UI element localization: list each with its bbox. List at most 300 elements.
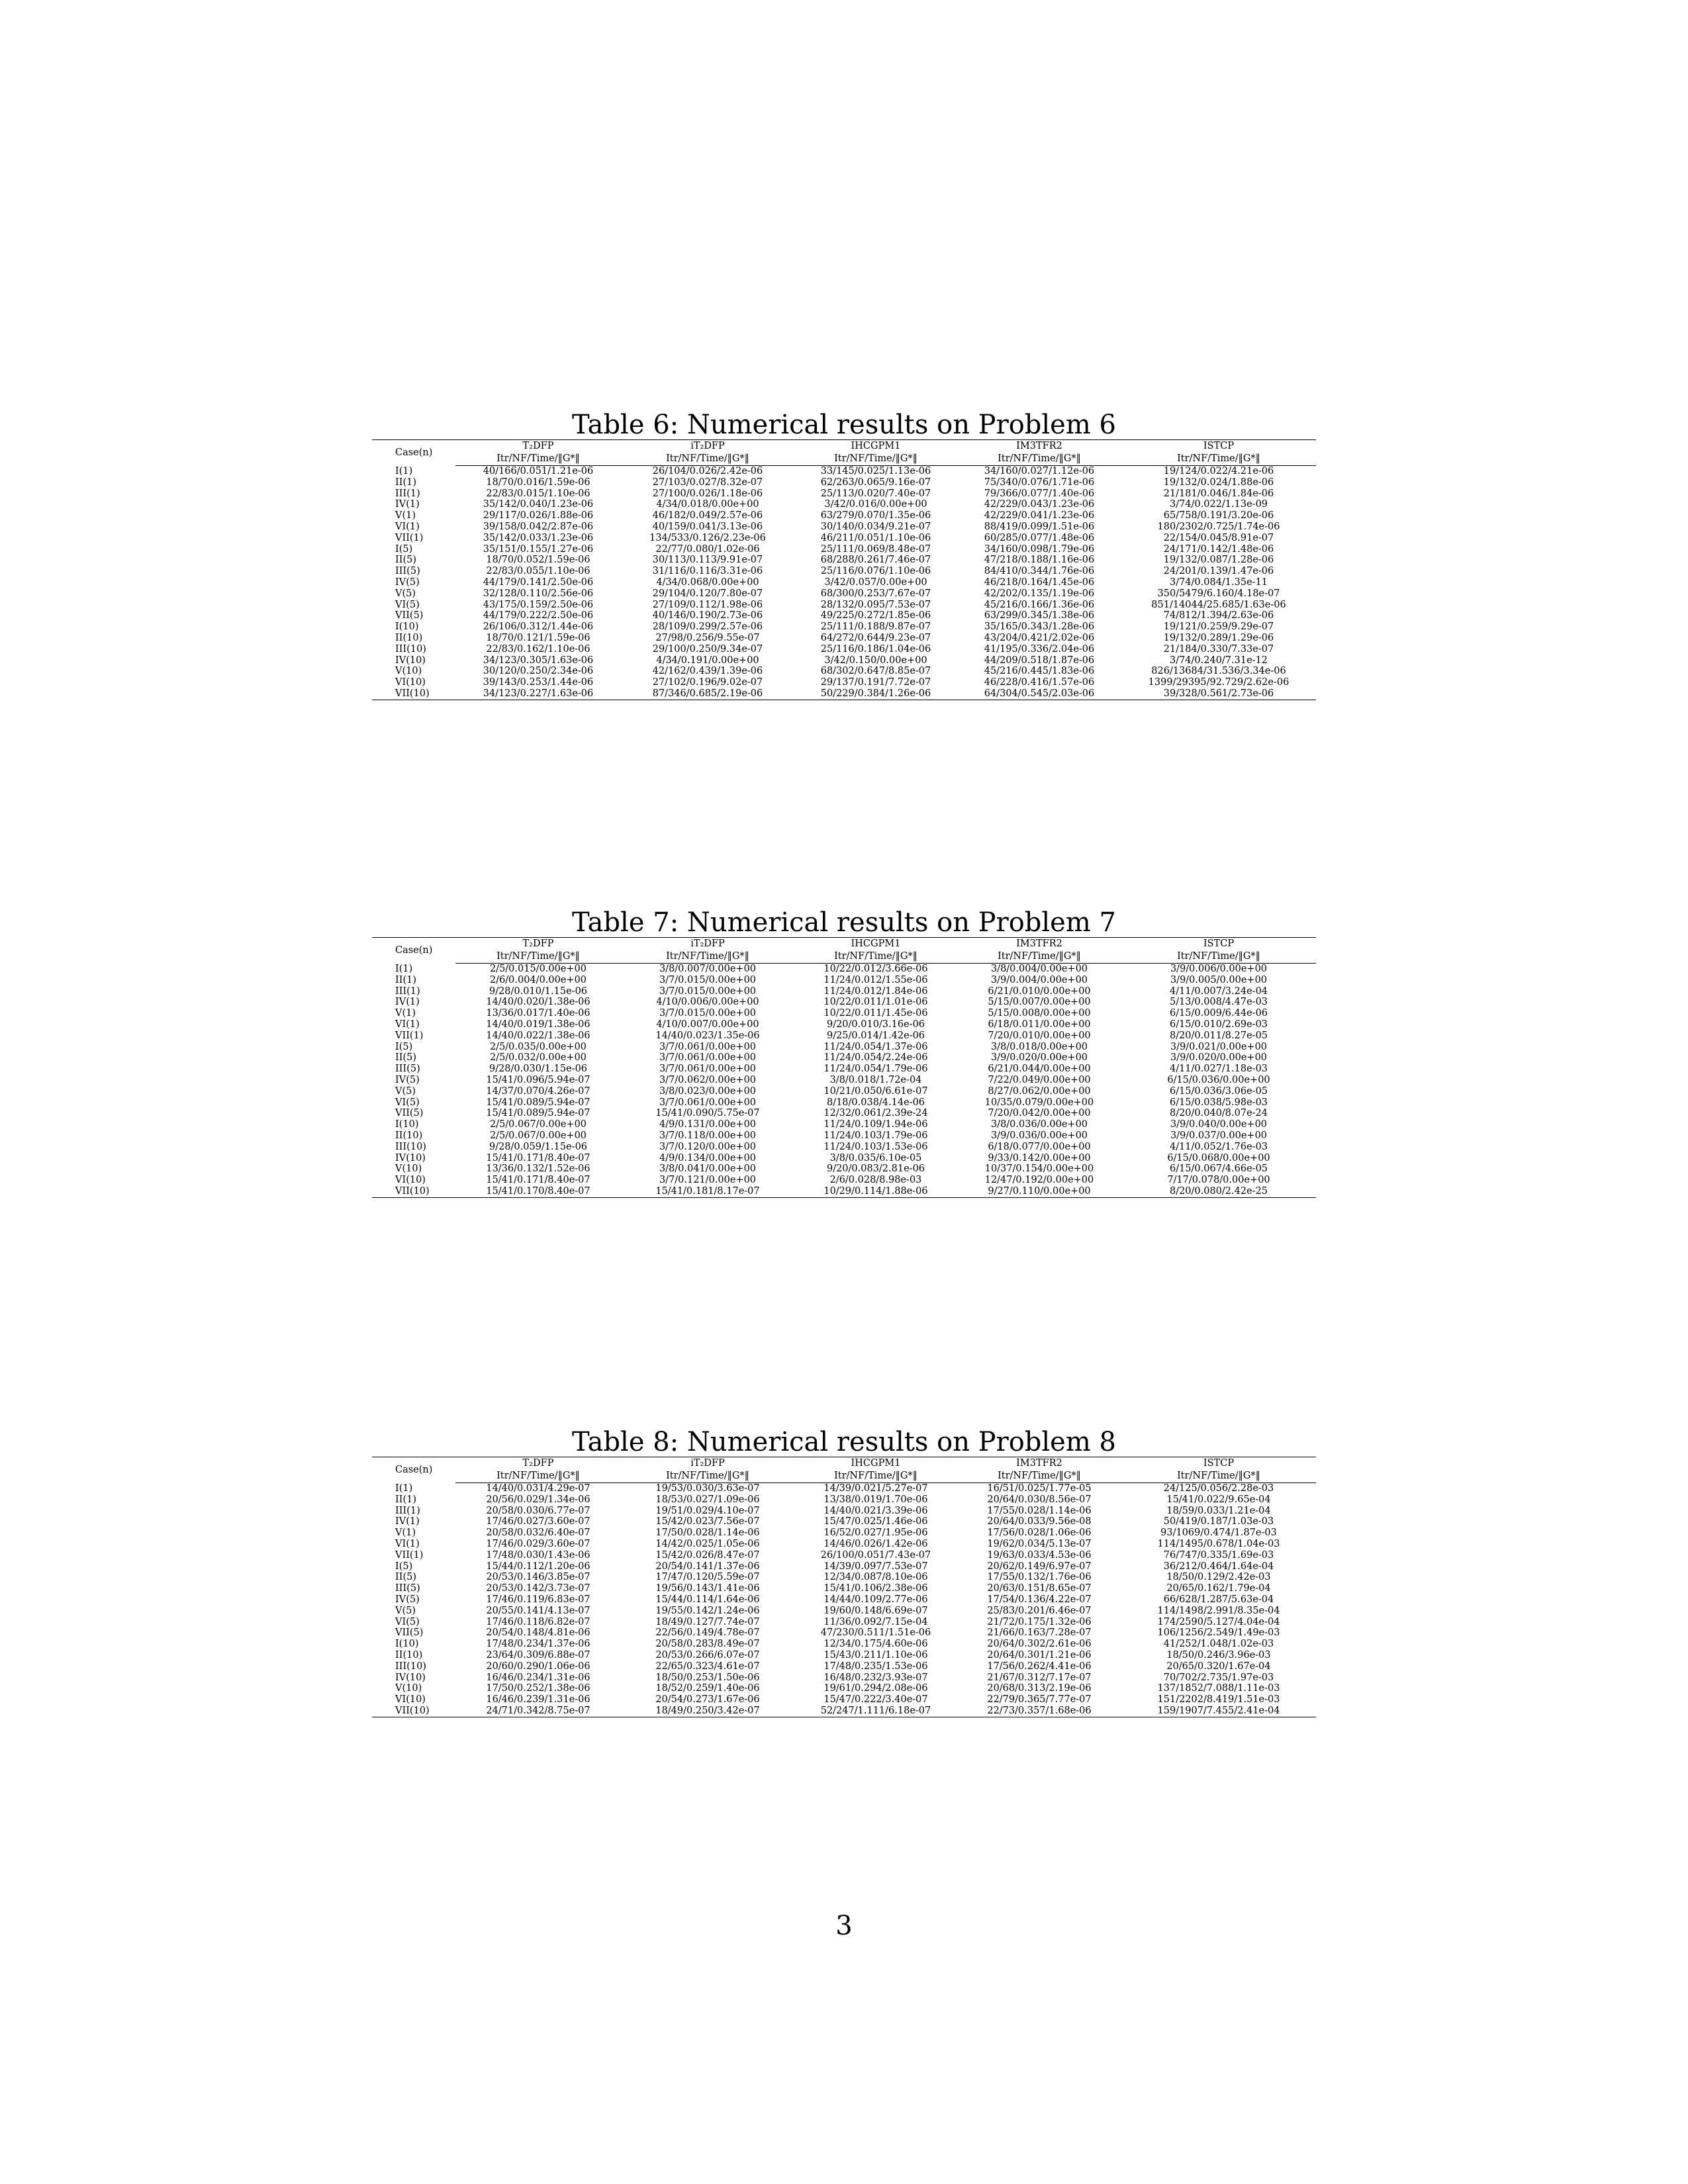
result-cell: 159/1907/7.455/2.41e-04 (1157, 1705, 1280, 1716)
result-cell: 2/6/0.028/8.98e-03 (829, 1175, 922, 1186)
table-row (372, 1527, 1316, 1539)
case-cell: I(10) (395, 1119, 419, 1130)
result-cell: 35/151/0.155/1.27e-06 (483, 543, 594, 555)
result-cell: 14/40/0.020/1.38e-06 (486, 997, 590, 1008)
result-cell: 6/18/0.077/0.00e+00 (988, 1141, 1091, 1152)
metric-subheader: Itr/NF/Time/‖G*‖ (455, 1470, 621, 1483)
table-row (372, 555, 1316, 566)
result-cell: 16/48/0.232/3.93e-07 (823, 1672, 928, 1683)
result-cell: 3/8/0.007/0.00e+00 (659, 964, 757, 974)
case-cell: II(5) (395, 1572, 416, 1583)
result-cell: 16/51/0.025/1.77e-05 (987, 1483, 1092, 1494)
result-cell: 3/9/0.020/0.00e+00 (990, 1052, 1088, 1064)
result-cell: 25/113/0.020/7.40e-07 (820, 488, 931, 499)
result-cell: 30/113/0.113/9.91e-07 (652, 555, 763, 566)
result-cell: 25/111/0.188/9.87e-07 (820, 621, 931, 633)
result-cell: 2/6/0.004/0.00e+00 (489, 974, 587, 985)
result-cell: 21/181/0.046/1.84e-06 (1163, 488, 1274, 499)
result-cell: 3/74/0.084/1.35e-11 (1169, 576, 1268, 588)
case-cell: I(5) (395, 543, 413, 555)
result-cell: 50/229/0.384/1.26e-06 (820, 688, 931, 699)
result-cell: 2/5/0.032/0.00e+00 (489, 1052, 587, 1064)
table-row (372, 577, 1316, 588)
result-cell: 3/9/0.036/0.00e+00 (990, 1130, 1088, 1141)
result-cell: 20/64/0.302/2.61e-06 (987, 1639, 1092, 1650)
result-cell: 41/195/0.336/2.04e-06 (984, 643, 1095, 655)
result-cell: 17/46/0.118/6.82e-07 (486, 1616, 590, 1627)
table-row (372, 1175, 1316, 1186)
result-cell: 24/201/0.139/1.47e-06 (1163, 566, 1274, 577)
result-cell: 15/42/0.026/8.47e-07 (655, 1549, 760, 1561)
result-cell: 19/55/0.142/1.24e-06 (655, 1605, 760, 1616)
case-header: Case(n) (395, 1464, 433, 1475)
result-cell: 84/410/0.344/1.76e-06 (984, 566, 1095, 577)
table-row (372, 488, 1316, 500)
result-cell: 20/58/0.283/8.49e-07 (655, 1639, 760, 1650)
result-cell: 13/36/0.132/1.52e-06 (486, 1163, 590, 1175)
result-cell: 21/66/0.163/7.28e-07 (987, 1627, 1092, 1639)
result-cell: 7/17/0.078/0.00e+00 (1167, 1175, 1270, 1186)
result-cell: 35/165/0.343/1.28e-06 (984, 621, 1095, 633)
result-cell: 9/20/0.083/2.81e-06 (826, 1163, 925, 1175)
result-cell: 17/54/0.136/4.22e-07 (987, 1594, 1092, 1605)
result-cell: 17/46/0.029/3.60e-07 (486, 1538, 590, 1549)
table-row (372, 1130, 1316, 1142)
result-cell: 64/272/0.644/9.23e-07 (820, 632, 931, 643)
table-row (372, 1627, 1316, 1639)
table-row (372, 1494, 1316, 1506)
result-cell: 350/5479/6.160/4.18e-07 (1157, 588, 1280, 599)
result-cell: 27/102/0.196/9.02e-07 (652, 677, 763, 688)
result-cell: 2/5/0.015/0.00e+00 (489, 964, 587, 974)
case-cell: II(1) (395, 1494, 416, 1505)
table-row (372, 1617, 1316, 1628)
result-cell: 3/74/0.240/7.31e-12 (1169, 655, 1268, 666)
case-cell: V(1) (395, 510, 416, 522)
result-cell: 68/288/0.261/7.46e-07 (820, 555, 931, 566)
table-row (372, 1186, 1316, 1197)
result-cell: 22/154/0.045/8.91e-07 (1163, 532, 1274, 543)
table-row (372, 1672, 1316, 1684)
result-cell: 174/2590/5.127/4.04e-04 (1157, 1616, 1280, 1627)
case-cell: III(1) (395, 1505, 420, 1516)
result-cell: 3/7/0.061/0.00e+00 (659, 1097, 757, 1108)
result-cell: 3/42/0.016/0.00e+00 (824, 499, 927, 510)
metric-subheader: Itr/NF/Time/‖G*‖ (455, 453, 621, 466)
result-cell: 20/54/0.273/1.67e-06 (655, 1694, 760, 1706)
table-row (372, 1606, 1316, 1617)
results-table (372, 937, 1316, 1198)
method-header: ISTCP (1203, 938, 1235, 949)
result-cell: 15/47/0.025/1.46e-06 (823, 1516, 928, 1527)
result-cell: 22/73/0.357/1.68e-06 (987, 1705, 1092, 1716)
table-row (372, 1550, 1316, 1561)
table-body (372, 1483, 1316, 1717)
result-cell: 10/35/0.079/0.00e+00 (984, 1097, 1094, 1108)
result-cell: 20/55/0.141/4.13e-07 (486, 1605, 590, 1616)
result-cell: 14/37/0.070/4.26e-07 (486, 1085, 590, 1097)
table-row (372, 666, 1316, 677)
table-row (372, 600, 1316, 611)
case-cell: VI(5) (395, 599, 420, 610)
table-row (372, 1008, 1316, 1019)
table-row (372, 1594, 1316, 1606)
result-cell: 46/211/0.051/1.10e-06 (820, 532, 931, 543)
table-row (372, 1075, 1316, 1086)
result-cell: 114/1498/2.991/8.35e-04 (1157, 1605, 1280, 1616)
result-cell: 3/8/0.041/0.00e+00 (659, 1163, 757, 1175)
case-cell: II(10) (395, 1130, 423, 1141)
metric-subheader: Itr/NF/Time/‖G*‖ (621, 1470, 794, 1483)
result-cell: 4/10/0.007/0.00e+00 (656, 1019, 759, 1030)
result-cell: 3/7/0.061/0.00e+00 (659, 1064, 757, 1075)
result-cell: 19/56/0.143/1.41e-06 (655, 1583, 760, 1594)
result-cell: 68/300/0.253/7.67e-07 (820, 588, 931, 599)
result-cell: 3/8/0.036/0.00e+00 (990, 1119, 1088, 1130)
metric-subheader: Itr/NF/Time/‖G*‖ (794, 453, 957, 466)
result-cell: 43/175/0.159/2.50e-06 (483, 599, 594, 610)
results-table (372, 1457, 1316, 1717)
result-cell: 20/53/0.142/3.73e-07 (486, 1583, 590, 1594)
result-cell: 11/24/0.012/1.55e-06 (823, 974, 928, 985)
metric-subheader: Itr/NF/Time/‖G*‖ (957, 453, 1121, 466)
table-row (372, 1661, 1316, 1672)
result-cell: 20/58/0.032/6.40e-07 (486, 1527, 590, 1539)
result-cell: 68/302/0.647/8.85e-07 (820, 666, 931, 677)
result-cell: 43/204/0.421/2.02e-06 (984, 632, 1095, 643)
page-number: 3 (835, 1911, 853, 1941)
result-cell: 3/74/0.022/1.13e-09 (1169, 499, 1268, 510)
result-cell: 20/62/0.149/6.97e-07 (987, 1561, 1092, 1572)
result-cell: 13/36/0.017/1.40e-06 (486, 1008, 590, 1019)
result-cell: 19/61/0.294/2.08e-06 (823, 1683, 928, 1694)
case-cell: I(10) (395, 1639, 419, 1650)
result-cell: 137/1852/7.088/1.11e-03 (1157, 1683, 1280, 1694)
result-cell: 41/252/1.048/1.02e-03 (1163, 1639, 1274, 1650)
result-cell: 6/18/0.011/0.00e+00 (988, 1019, 1091, 1030)
table-row (372, 997, 1316, 1008)
result-cell: 28/109/0.299/2.57e-06 (652, 621, 763, 633)
table-row (372, 610, 1316, 621)
case-header: Case(n) (395, 944, 433, 956)
result-cell: 65/758/0.191/3.20e-06 (1163, 510, 1274, 522)
case-cell: VII(10) (395, 1185, 430, 1197)
result-cell: 17/48/0.235/1.53e-06 (823, 1661, 928, 1672)
table-row (372, 544, 1316, 555)
result-cell: 42/202/0.135/1.19e-06 (984, 588, 1095, 599)
result-cell: 15/41/0.022/9.65e-04 (1166, 1494, 1271, 1505)
case-cell: V(1) (395, 1527, 416, 1539)
result-cell: 34/160/0.027/1.12e-06 (984, 466, 1095, 477)
case-cell: III(5) (395, 566, 420, 577)
case-cell: V(5) (395, 1085, 416, 1097)
case-cell: VII(1) (395, 1549, 424, 1561)
result-cell: 4/11/0.007/3.24e-04 (1169, 985, 1268, 997)
result-cell: 3/9/0.020/0.00e+00 (1170, 1052, 1268, 1064)
result-cell: 6/21/0.010/0.00e+00 (988, 985, 1091, 997)
result-cell: 8/20/0.040/8.07e-24 (1169, 1108, 1268, 1119)
result-cell: 6/15/0.038/5.98e-03 (1169, 1097, 1268, 1108)
result-cell: 22/77/0.080/1.02e-06 (655, 543, 760, 555)
case-cell: II(10) (395, 1649, 423, 1661)
case-cell: IV(5) (395, 576, 420, 588)
case-cell: VI(5) (395, 1616, 420, 1627)
result-cell: 6/15/0.067/4.66e-05 (1169, 1163, 1268, 1175)
result-cell: 10/22/0.011/1.45e-06 (823, 1008, 928, 1019)
case-cell: II(10) (395, 632, 423, 643)
result-cell: 44/209/0.518/1.87e-06 (984, 655, 1095, 666)
method-header: iT₂DFP (690, 1458, 725, 1469)
result-cell: 17/55/0.132/1.76e-06 (987, 1572, 1092, 1583)
result-cell: 3/7/0.061/0.00e+00 (659, 1041, 757, 1052)
result-cell: 3/9/0.006/0.00e+00 (1170, 964, 1268, 974)
table-caption: Table 8: Numerical results on Problem 8 (572, 1427, 1116, 1457)
result-cell: 10/29/0.114/1.88e-06 (823, 1185, 928, 1197)
result-cell: 3/7/0.121/0.00e+00 (659, 1175, 757, 1186)
result-cell: 17/55/0.028/1.14e-06 (987, 1505, 1092, 1516)
result-cell: 20/56/0.029/1.34e-06 (486, 1494, 590, 1505)
result-cell: 74/812/1.394/2.63e-06 (1163, 610, 1274, 621)
result-cell: 18/53/0.027/1.09e-06 (655, 1494, 760, 1505)
result-cell: 17/56/0.262/4.41e-06 (987, 1661, 1092, 1672)
result-cell: 151/2202/8.419/1.51e-03 (1157, 1694, 1280, 1706)
table-row (372, 1042, 1316, 1053)
result-cell: 26/104/0.026/2.42e-06 (652, 466, 763, 477)
case-cell: III(5) (395, 1583, 420, 1594)
result-cell: 3/8/0.023/0.00e+00 (659, 1085, 757, 1097)
result-cell: 6/15/0.036/0.00e+00 (1167, 1074, 1270, 1085)
case-cell: III(10) (395, 1661, 426, 1672)
result-cell: 19/60/0.148/6.69e-07 (823, 1605, 928, 1616)
result-cell: 18/50/0.253/1.50e-06 (655, 1672, 760, 1683)
result-cell: 851/14044/25.685/1.63e-06 (1151, 599, 1286, 610)
result-cell: 14/39/0.097/7.53e-07 (823, 1561, 928, 1572)
result-cell: 19/124/0.022/4.21e-06 (1163, 466, 1274, 477)
result-cell: 14/44/0.109/2.77e-06 (823, 1594, 928, 1605)
result-cell: 6/15/0.068/0.00e+00 (1167, 1152, 1270, 1163)
result-cell: 20/58/0.030/6.77e-07 (486, 1505, 590, 1516)
result-cell: 64/304/0.545/2.03e-06 (984, 688, 1095, 699)
result-cell: 2/5/0.067/0.00e+00 (489, 1130, 587, 1141)
result-cell: 19/62/0.034/5.13e-07 (987, 1538, 1092, 1549)
result-cell: 11/24/0.054/2.24e-06 (823, 1052, 928, 1064)
table-row (372, 1706, 1316, 1717)
table-row (372, 1483, 1316, 1494)
table-row (372, 975, 1316, 986)
result-cell: 17/48/0.234/1.37e-06 (486, 1639, 590, 1650)
table-row (372, 633, 1316, 644)
result-cell: 7/20/0.042/0.00e+00 (988, 1108, 1091, 1119)
case-cell: VI(1) (395, 1538, 420, 1549)
result-cell: 9/33/0.142/0.00e+00 (988, 1152, 1091, 1163)
result-cell: 1399/29395/92.729/2.62e-06 (1148, 677, 1289, 688)
result-cell: 3/9/0.005/0.00e+00 (1170, 974, 1268, 985)
case-cell: IV(10) (395, 655, 426, 666)
result-cell: 23/64/0.309/6.88e-07 (486, 1649, 590, 1661)
method-header: T₂DFP (522, 1458, 554, 1469)
result-cell: 14/46/0.026/1.42e-06 (823, 1538, 928, 1549)
result-cell: 15/41/0.181/8.17e-07 (655, 1185, 760, 1197)
result-cell: 8/18/0.038/4.14e-06 (826, 1097, 925, 1108)
result-cell: 7/22/0.049/0.00e+00 (988, 1074, 1091, 1085)
table-row (372, 1153, 1316, 1164)
result-cell: 29/137/0.191/7.72e-07 (820, 677, 931, 688)
case-cell: VII(1) (395, 1030, 424, 1041)
case-cell: VI(5) (395, 1097, 420, 1108)
result-cell: 26/100/0.051/7.43e-07 (820, 1549, 931, 1561)
result-cell: 17/50/0.252/1.38e-06 (486, 1683, 590, 1694)
result-cell: 4/34/0.018/0.00e+00 (656, 499, 759, 510)
result-cell: 34/160/0.098/1.79e-06 (984, 543, 1095, 555)
result-cell: 6/15/0.009/6.44e-06 (1169, 1008, 1268, 1019)
table-row (372, 644, 1316, 655)
table-row (372, 1639, 1316, 1650)
result-cell: 25/111/0.069/8.48e-07 (820, 543, 931, 555)
result-cell: 30/120/0.250/2.34e-06 (483, 666, 594, 677)
result-cell: 19/132/0.024/1.88e-06 (1163, 477, 1274, 488)
result-cell: 3/7/0.120/0.00e+00 (659, 1141, 757, 1152)
result-cell: 18/52/0.259/1.40e-06 (655, 1683, 760, 1694)
metric-subheader: Itr/NF/Time/‖G*‖ (1121, 1470, 1316, 1483)
method-header: ISTCP (1203, 1458, 1235, 1469)
result-cell: 9/28/0.010/1.15e-06 (489, 985, 588, 997)
result-cell: 9/28/0.030/1.15e-06 (489, 1064, 588, 1075)
case-cell: VII(10) (395, 1705, 430, 1716)
result-cell: 44/179/0.141/2.50e-06 (483, 576, 594, 588)
result-cell: 180/2302/0.725/1.74e-06 (1157, 521, 1280, 532)
result-cell: 134/533/0.126/2.23e-06 (649, 532, 766, 543)
result-cell: 5/15/0.007/0.00e+00 (988, 997, 1091, 1008)
result-cell: 26/106/0.312/1.44e-06 (483, 621, 594, 633)
table-caption: Table 7: Numerical results on Problem 7 (572, 907, 1116, 938)
result-cell: 3/9/0.021/0.00e+00 (1170, 1041, 1268, 1052)
result-cell: 76/747/0.335/1.69e-03 (1163, 1549, 1274, 1561)
result-cell: 20/68/0.313/2.19e-06 (987, 1683, 1092, 1694)
result-cell: 6/15/0.036/3.06e-05 (1169, 1085, 1268, 1097)
method-header: IHCGPM1 (851, 1458, 901, 1469)
result-cell: 10/37/0.154/0.00e+00 (984, 1163, 1094, 1175)
method-header: iT₂DFP (690, 938, 725, 949)
result-cell: 63/279/0.070/1.35e-06 (820, 510, 931, 522)
metric-subheader: Itr/NF/Time/‖G*‖ (621, 950, 794, 964)
result-cell: 60/285/0.077/1.48e-06 (984, 532, 1095, 543)
method-header: IHCGPM1 (851, 938, 901, 949)
result-cell: 19/51/0.029/4.10e-07 (655, 1505, 760, 1516)
result-cell: 11/24/0.103/1.79e-06 (823, 1130, 928, 1141)
result-cell: 106/1256/2.549/1.49e-03 (1157, 1627, 1280, 1639)
case-header: Case(n) (395, 447, 433, 458)
table-row (372, 1019, 1316, 1030)
result-cell: 17/47/0.120/5.59e-07 (655, 1572, 760, 1583)
result-cell: 87/346/0.685/2.19e-06 (652, 688, 763, 699)
table-row (372, 1064, 1316, 1075)
result-cell: 6/15/0.010/2.69e-03 (1169, 1019, 1268, 1030)
result-cell: 20/64/0.030/8.56e-07 (987, 1494, 1092, 1505)
case-cell: VII(5) (395, 1108, 424, 1119)
result-cell: 11/24/0.109/1.94e-06 (823, 1119, 928, 1130)
result-cell: 3/42/0.057/0.00e+00 (824, 576, 927, 588)
result-cell: 4/11/0.052/1.76e-03 (1169, 1141, 1268, 1152)
result-cell: 15/44/0.112/1.20e-06 (486, 1561, 590, 1572)
result-cell: 10/22/0.012/3.66e-06 (823, 964, 928, 974)
result-cell: 15/41/0.089/5.94e-07 (486, 1097, 590, 1108)
result-cell: 15/41/0.106/2.38e-06 (823, 1583, 928, 1594)
result-cell: 18/70/0.052/1.59e-06 (486, 555, 590, 566)
metric-subheader: Itr/NF/Time/‖G*‖ (1121, 453, 1316, 466)
result-cell: 12/47/0.192/0.00e+00 (984, 1175, 1094, 1186)
case-cell: II(5) (395, 555, 416, 566)
table-row (372, 477, 1316, 488)
table-row (372, 621, 1316, 633)
result-cell: 40/166/0.051/1.21e-06 (483, 466, 594, 477)
table-row (372, 1516, 1316, 1527)
metric-subheader: Itr/NF/Time/‖G*‖ (794, 950, 957, 964)
table-row (372, 1142, 1316, 1153)
case-cell: VI(1) (395, 1019, 420, 1030)
result-cell: 2/5/0.067/0.00e+00 (489, 1119, 587, 1130)
result-cell: 11/24/0.054/1.79e-06 (823, 1064, 928, 1075)
table-row (372, 1086, 1316, 1097)
result-cell: 17/50/0.028/1.14e-06 (655, 1527, 760, 1539)
case-cell: VI(10) (395, 677, 426, 688)
result-cell: 3/7/0.118/0.00e+00 (659, 1130, 757, 1141)
case-cell: VII(5) (395, 1627, 424, 1639)
table-row (372, 1650, 1316, 1661)
result-cell: 46/182/0.049/2.57e-06 (652, 510, 763, 522)
result-cell: 34/123/0.305/1.63e-06 (483, 655, 594, 666)
result-cell: 3/7/0.015/0.00e+00 (659, 1008, 757, 1019)
result-cell: 16/52/0.027/1.95e-06 (823, 1527, 928, 1539)
case-cell: II(1) (395, 974, 416, 985)
case-cell: I(5) (395, 1041, 413, 1052)
result-cell: 63/299/0.345/1.38e-06 (984, 610, 1095, 621)
result-cell: 22/83/0.162/1.10e-06 (486, 643, 590, 655)
result-cell: 14/40/0.019/1.38e-06 (486, 1019, 590, 1030)
result-cell: 32/128/0.110/2.56e-06 (483, 588, 594, 599)
table-row (372, 510, 1316, 522)
result-cell: 40/146/0.190/2.73e-06 (652, 610, 763, 621)
result-cell: 47/230/0.511/1.51e-06 (820, 1627, 931, 1639)
result-cell: 20/63/0.151/8.65e-07 (987, 1583, 1092, 1594)
result-cell: 49/225/0.272/1.85e-06 (820, 610, 931, 621)
result-cell: 46/218/0.164/1.45e-06 (984, 576, 1095, 588)
result-cell: 52/247/1.111/6.18e-07 (820, 1705, 931, 1716)
result-cell: 19/132/0.087/1.28e-06 (1163, 555, 1274, 566)
result-cell: 29/104/0.120/7.80e-07 (652, 588, 763, 599)
result-cell: 70/702/2.735/1.97e-03 (1163, 1672, 1274, 1683)
case-cell: VII(1) (395, 532, 424, 543)
table-row (372, 1694, 1316, 1706)
case-cell: VII(5) (395, 610, 424, 621)
result-cell: 826/13684/31.536/3.34e-06 (1151, 666, 1286, 677)
metric-subheader: Itr/NF/Time/‖G*‖ (794, 1470, 957, 1483)
case-cell: IV(1) (395, 499, 420, 510)
case-cell: VI(1) (395, 521, 420, 532)
table-row (372, 677, 1316, 688)
result-cell: 20/54/0.141/1.37e-06 (655, 1561, 760, 1572)
result-cell: 66/628/1.287/5.63e-04 (1163, 1594, 1274, 1605)
result-cell: 9/28/0.059/1.15e-06 (489, 1141, 588, 1152)
result-cell: 44/179/0.222/2.50e-06 (483, 610, 594, 621)
case-cell: VI(10) (395, 1175, 426, 1186)
result-cell: 17/46/0.027/3.60e-07 (486, 1516, 590, 1527)
case-cell: IV(1) (395, 997, 420, 1008)
result-cell: 22/83/0.055/1.10e-06 (486, 566, 590, 577)
result-cell: 18/70/0.016/1.59e-06 (486, 477, 590, 488)
table-body (372, 466, 1316, 700)
result-cell: 18/70/0.121/1.59e-06 (486, 632, 590, 643)
result-cell: 16/46/0.239/1.31e-06 (486, 1694, 590, 1706)
